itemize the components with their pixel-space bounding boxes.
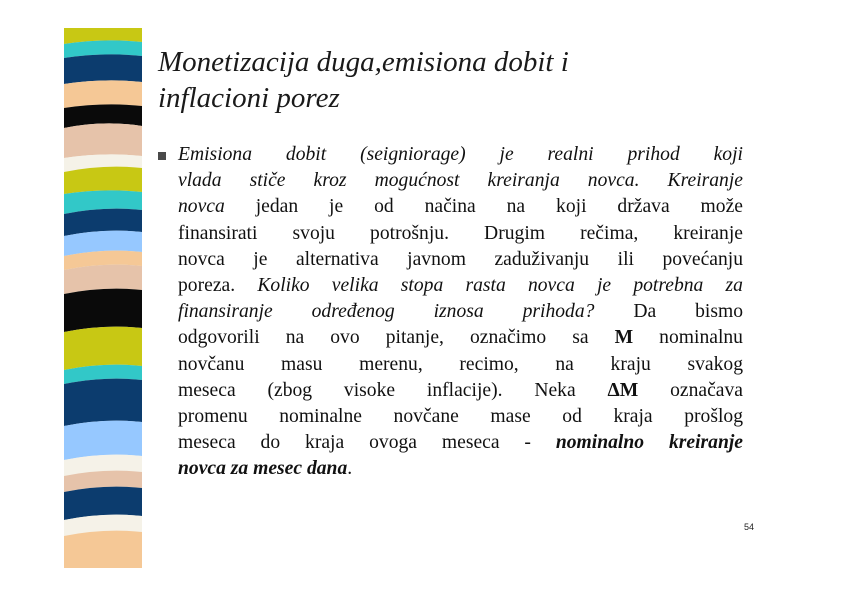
paragraph-line: [178, 221, 743, 247]
text-run: meseca do kraja ovoga meseca -: [178, 432, 556, 454]
text-run: Da bismo: [594, 301, 743, 323]
paragraph-line: [178, 404, 743, 430]
paragraph-line: [178, 456, 743, 482]
text-run: novca: [178, 196, 225, 218]
text-run: finansiranje određenog iznosa prihoda?: [178, 301, 595, 323]
page-number: 54: [744, 522, 755, 532]
text-run: promenu nominalne novčane mase od kraja prošlog: [178, 405, 743, 427]
text-run: finansirati svoju potrošnju. Drugim rečima, kreiranje: [178, 222, 743, 244]
paragraph-line: [178, 247, 743, 273]
text-run: nominalnu: [633, 327, 743, 349]
paragraph-line: [178, 142, 743, 168]
slide-title-line-2: inflacioni porez: [158, 82, 340, 114]
wavy-stripes-graphic: [64, 28, 142, 568]
text-run: novčanu masu merenu, recimo, na kraju svakog: [178, 353, 743, 375]
text-run: M: [614, 327, 634, 349]
paragraph-line: [178, 325, 743, 351]
text-run: Koliko velika stopa rasta novca je potrebna za: [257, 274, 743, 296]
paragraph-line: [178, 299, 743, 325]
paragraph-line: [178, 273, 743, 299]
bullet-paragraph: [178, 142, 743, 482]
text-run: Emisiona dobit: [178, 144, 327, 165]
paragraph-line: [178, 194, 743, 220]
text-run: novca je alternativa javnom zaduživanju ili povećanju: [178, 248, 743, 270]
slide-title-line-1: Monetizacija duga,emisiona dobit i: [158, 46, 569, 78]
text-run: (seigniorage) je realni prihod koji: [326, 144, 743, 165]
text-run: poreza.: [178, 274, 258, 296]
text-run: ΔM: [607, 379, 639, 401]
text-run: jedan je od načina na koji država može: [224, 196, 743, 218]
text-run: odgovorili na ovo pitanje, označimo sa: [178, 327, 615, 349]
text-run: označava: [638, 379, 743, 401]
decorative-stripe-bar: [64, 28, 142, 568]
paragraph-line: [178, 352, 743, 378]
text-run: .: [347, 458, 353, 480]
text-run: novca za mesec dana: [178, 458, 348, 480]
square-bullet-icon: [158, 152, 166, 160]
slide-title: [158, 44, 758, 116]
paragraph-line: [178, 378, 743, 404]
paragraph-line: [178, 168, 743, 194]
text-run: vlada stiče kroz mogućnost kreiranja novca. Kreiranje: [178, 170, 743, 192]
text-run: meseca (zbog visoke inflacije). Neka: [178, 379, 608, 401]
paragraph-line: [178, 430, 743, 456]
text-run: nominalno kreiranje: [555, 432, 743, 454]
